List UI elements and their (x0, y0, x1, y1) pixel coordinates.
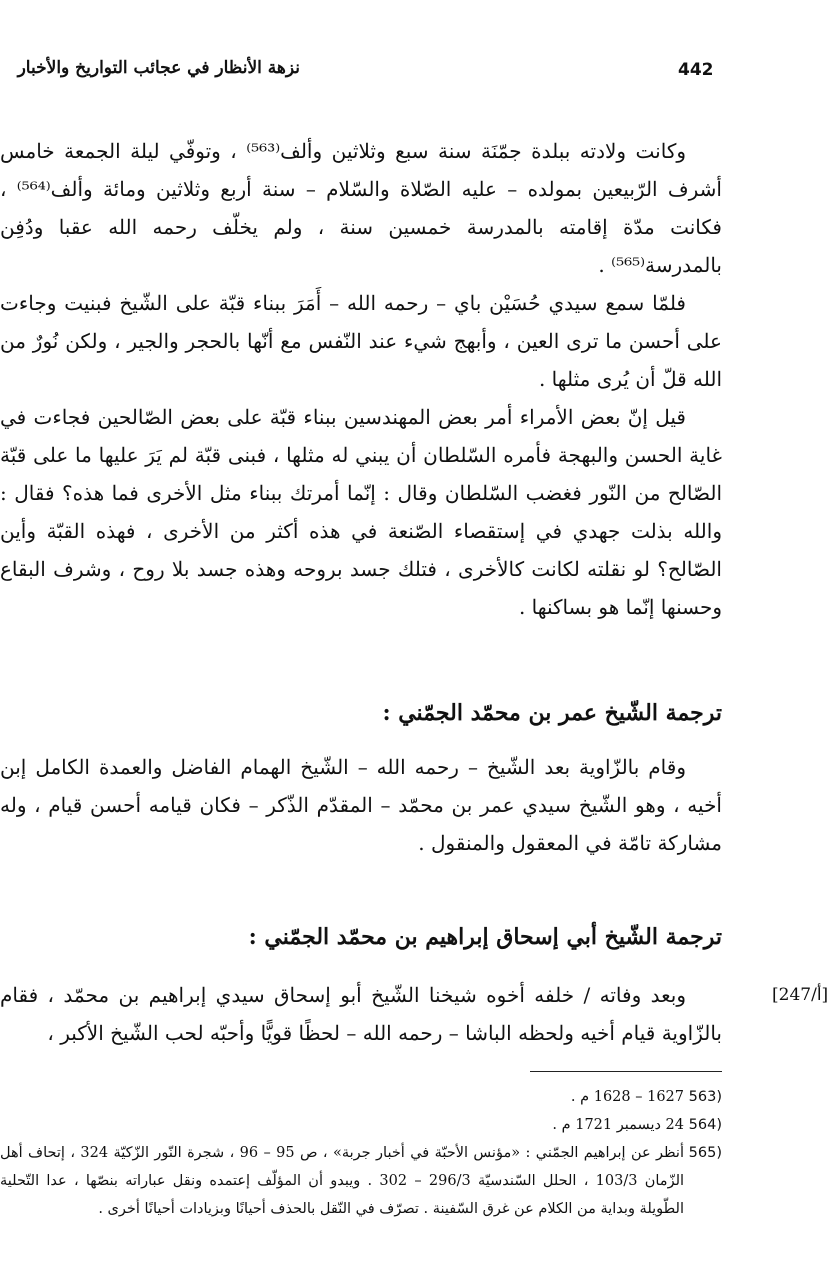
paragraph-umar: وقام بالزّاوية بعد الشّيخ – رحمه الله – الشّيخ الهمام الفاضل والعمدة الكامل إبن أخيه ، وهو الشّيخ سيدي عمر بن محمّد – المقدّم الذّكر – فكان قيامه أحسن قيام ، وله مشاركة تامّة في المعقول والمنقول . (0, 755, 722, 855)
paragraph-birth-death: وكانت ولادته ببلدة جمّنَة سنة سبع وثلاثين وألف⁽⁵⁶³⁾ ، وتوفّي ليلة الجمعة خامس أشرف الرّبيعين بمولده – عليه الصّلاة والسّلام – سنة أربع وثلاثين ومائة وألف⁽⁵⁶⁴⁾ ، فكانت مدّة إقامته بالمدرسة خمسين سنة ، ولم يخلّف رحمه الله عقبا ودُفِن بالمدرسة⁽⁵⁶⁵⁾ . (0, 139, 722, 277)
footnote-divider (530, 1071, 722, 1072)
footnote-564 (0, 1111, 722, 1139)
section-umar-text (0, 748, 722, 862)
footnote-text: 24 ديسمبر 1721 م . (552, 1117, 684, 1133)
paragraph-dome-building: فلمّا سمع سيدي حُسَيْن باي – رحمه الله – أَمَرَ ببناء قبّة على الشّيخ فبنيت وجاءت على أحسن ما ترى العين ، وأبهج شيء عند النّفس مع أنّها بالحجر والجير ، ولكن نُورٌ من الله قلّ أن يُرى مثلها . (0, 291, 722, 391)
footnote-text: 1627 – 1628 م . (570, 1089, 684, 1105)
running-title: نزهة الأنظار في عجائب التواريخ والأخبار (17, 58, 300, 78)
page-number: 442 (678, 60, 714, 80)
heading-umar-biography: ترجمة الشّيخ عمر بن محمّد الجمّني : (382, 700, 722, 726)
footnote-565 (0, 1139, 722, 1223)
footnote-number: (564 (688, 1117, 722, 1133)
paragraph-ibrahim: وبعد وفاته / خلفه أخوه شيخنا الشّيخ أبو إسحاق سيدي إبراهيم بن محمّد ، فقام بالزّاوية قيام أخيه ولحظه الباشا – رحمه الله – لحظًا قويًّا وأحبّه لحب الشّيخ الأكبر ، (0, 983, 722, 1045)
footnote-number: (565 (688, 1145, 722, 1161)
footnote-number: (563 (688, 1089, 722, 1105)
paragraph-anecdote: قيل إنّ بعض الأمراء أمر بعض المهندسين ببناء قبّة على بعض الصّالحين فجاءت في غاية الحسن والبهجة فأمره السّلطان أن يبني له مثلها ، فبنى قبّة لم يَرَ عليها ما على قبّة الصّالح من النّور فغضب السّلطان وقال : إنّما أمرتك ببناء مثل الأخرى فما هذه؟ فقال : والله بذلت جهدي في إستقصاء الصّنعة في هذه أكثر من الأخرى ، فهذه القبّة وأين الصّالح؟ لو نقلته لكانت كالأخرى ، فتلك جسد بروحه وهذه جسد بلا روح ، وشرف البقاع وحسنها إنّما هو بساكنها . (0, 405, 722, 619)
folio-margin-note: [247/أ] (772, 985, 829, 1005)
section-opening-text (0, 132, 722, 626)
page-header (0, 58, 836, 88)
section-ibrahim-text (0, 976, 722, 1052)
footnote-563 (0, 1083, 722, 1111)
footnotes (0, 1083, 722, 1223)
heading-ibrahim-biography: ترجمة الشّيخ أبي إسحاق إبراهيم بن محمّد الجمّني : (248, 924, 722, 950)
footnote-text: أنظر عن إبراهيم الجمّني : «مؤنس الأحبّة في أخبار جربة» ، ص 95 – 96 ، شجرة النّور الزّكيّة 324 ، إتحاف أهل الزّمان 103/3 ، الحلل السّندسيّة 296/3 – 302 . ويبدو أن المؤلّف إعتمده ونقل عباراته بنصّها ، عدا التّحلية الطّويلة وبداية من الكلام عن غرق السّفينة . تصرّف في النّقل بالحذف أحيانًا وبزيادات أحيانًا أخرى . (0, 1145, 685, 1217)
